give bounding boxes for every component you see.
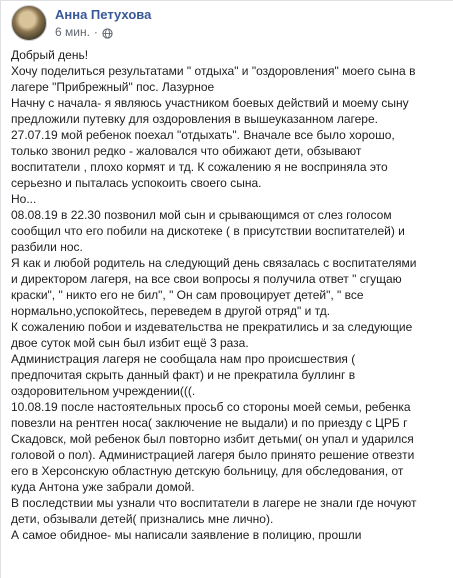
author-name[interactable]: Анна Петухова	[55, 7, 152, 22]
post-paragraph: Администрация лагеря не сообщала нам про происшествия ( предпочитая скрыть данный факт) и не прекратила буллинг в оздоровительном учреждении(((.	[11, 352, 356, 398]
post-paragraph: 10.08.19 после настоятельных просьб со стороны моей семьи, ребенка повезли на рентген носа( заключение не выдали) и по приезду с ЦРБ г Скадовск, мой ребенок был повторно избит детьми( он упал и ударился головой о пол). Администрацией лагеря было принято решение отвезти его в Херсонскую областную детскую больницу, для обследования, от куда Антона уже забрали домой.	[11, 400, 415, 494]
post-paragraph: К сожалению побои и издевательства не прекратились и за следующие двое суток мой сын был избит ещё 3 раза.	[11, 320, 413, 350]
post-paragraph: Я как и любой родитель на следующий день связалась с воспитателями и директором лагеря, на все свои вопросы я получила ответ " сгущаю краски", " никто его не бил", " Он сам провоцирует детей", " все нормально,успокойтесь, переведем в другой отряд" и тд.	[11, 256, 417, 318]
post-paragraph: 08.08.19 в 22.30 позвонил мой сын и срывающимся от слез голосом сообщил что его побили на дискотеке ( в присутствии воспитателей) и разбили нос.	[11, 208, 405, 254]
avatar[interactable]	[11, 5, 47, 41]
meta-separator: ·	[93, 25, 98, 39]
globe-icon[interactable]	[102, 27, 113, 38]
post-paragraph: А самое обидное- мы написали заявление в полицию, прошли	[11, 528, 362, 542]
post-header-text	[55, 5, 151, 40]
post-meta	[55, 24, 151, 40]
post-body	[11, 47, 447, 543]
post-paragraph: В последствии мы узнали что воспитатели в лагере не знали где ночуют дети, обзывали детей( признались мне лично).	[11, 496, 417, 526]
post-timestamp[interactable]: 6 мин.	[55, 25, 90, 39]
post-paragraph: Добрый день! Хочу поделиться результатами " отдыха" и "оздоровления" моего сына в лагере "Прибрежный" пос. Лазурное	[11, 48, 416, 94]
post-paragraph: Начну с начала- я являюсь участником боевых действий и моему сыну предложили путевку для оздоровления в вышеуказанном лагере. 27.07.19 мой ребенок поехал "отдыхать". Вначале все было хорошо, только звонил редко - жаловался что обижают дети, обзывают воспитатели , плохо кормят и тд. К сожалению я не восприняла это серьезно и пыталась успокоить своего сына. Но...	[11, 96, 409, 206]
post-header	[11, 5, 151, 41]
